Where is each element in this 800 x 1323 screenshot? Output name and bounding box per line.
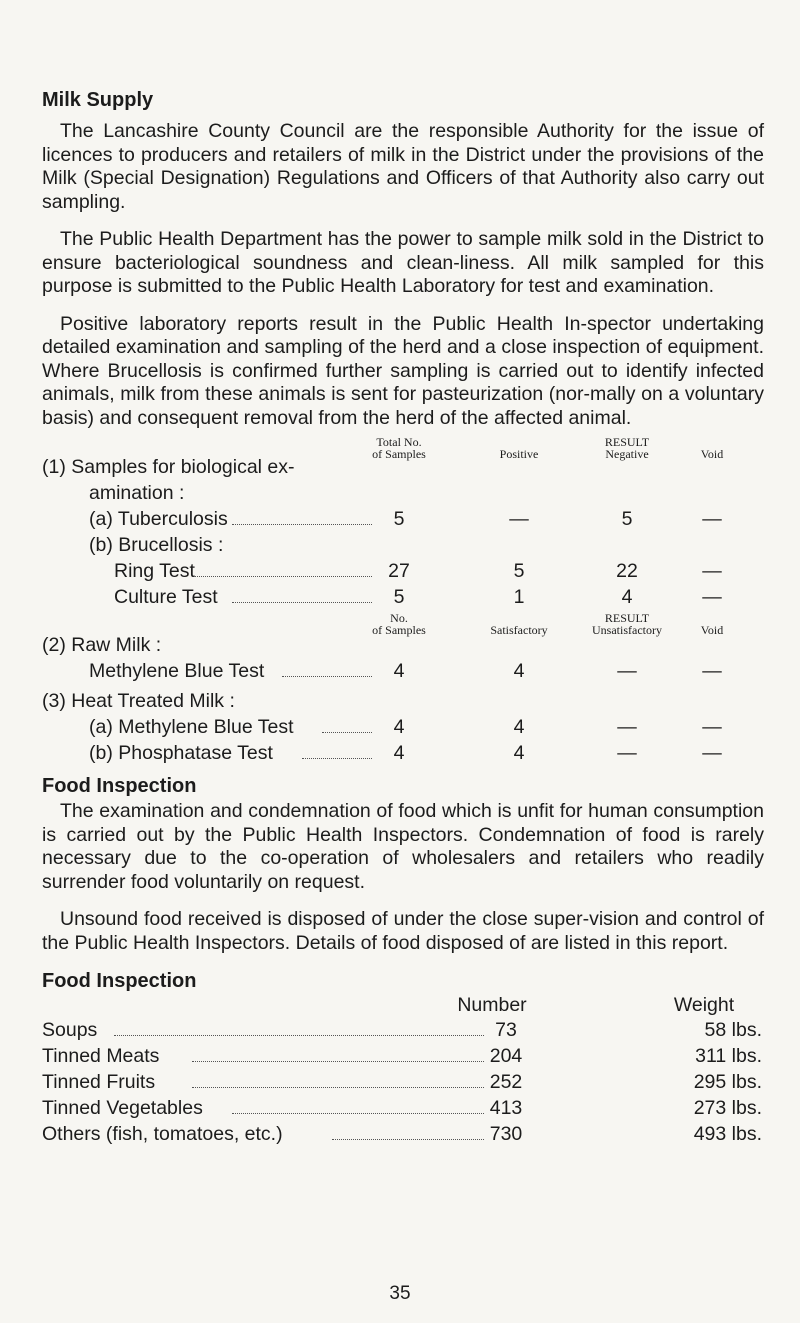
milk-supply-heading: Milk Supply	[42, 89, 154, 111]
header-satisfactory: Satisfactory	[490, 623, 548, 637]
section-3-label: (3) Heat Treated Milk :	[42, 690, 235, 712]
header-negative: Negative	[605, 447, 649, 461]
table-row: Culture Test 5 1 4 —	[114, 586, 722, 608]
milk-paragraph-2: The Public Health Department has the power to sample milk sold in the District to ensure bacteriological soundness and clean-liness. All milk sampled for this purpose is submitted to the Public Health Laboratory for test and examination.	[42, 228, 764, 297]
table-row: (b) Brucellosis :	[89, 534, 224, 556]
header-result: RESULT	[604, 435, 650, 449]
table-row: (a) Methylene Blue Test 4 4 — —	[89, 716, 722, 738]
section-1-label-2: amination :	[89, 482, 185, 504]
milk-sampling-table	[42, 436, 764, 766]
food-paragraph-1: The examination and condemnation of food which is unfit for human consumption is carried out by the Public Health Inspectors. Condemnation of food is rarely necessary due to the co-operation of wholesalers and retailers who readily surrender food voluntarily on request.	[42, 800, 764, 893]
header-number: Number	[457, 994, 527, 1016]
header-total-2: of Samples	[372, 447, 426, 461]
section-2-label: (2) Raw Milk :	[42, 634, 162, 656]
food-table-header	[42, 993, 764, 1017]
table-row: Ring Test 27 5 22 —	[114, 560, 722, 582]
table-row: Methylene Blue Test 4 4 — —	[89, 660, 722, 682]
table-row: Tinned Vegetables 413 273 lbs.	[42, 1097, 762, 1119]
food-inspection-table	[42, 993, 764, 1147]
header-void-2: Void	[700, 623, 724, 637]
header-total: Total No.	[376, 435, 422, 449]
table-row: (a) Tuberculosis 5 — 5 —	[89, 508, 722, 530]
table-row: Soups 73 58 lbs.	[42, 1019, 762, 1041]
milk-paragraph-3: Positive laboratory reports result in the Public Health In-spector undertaking detailed examination and sampling of the herd and a close inspection of equipment. Where Brucellosis is confirmed further sampling is carried out to identify infected animals, milk from these animals is sent for pasteurization (nor-mally on a voluntary basis) and consequent removal from the herd of the affected animal.	[42, 312, 764, 429]
header-void: Void	[700, 447, 724, 461]
header-unsatisfactory: Unsatisfactory	[592, 623, 662, 637]
header-no: No.	[390, 611, 408, 625]
header-result-2: RESULT	[604, 611, 650, 625]
food-paragraph-2: Unsound food received is disposed of under the close super-vision and control of the Public Health Inspectors. Details of food disposed of are listed in this report.	[42, 908, 764, 954]
report-page	[42, 88, 764, 1147]
food-table-heading: Food Inspection	[42, 970, 197, 992]
header-no-2: of Samples	[372, 623, 426, 637]
header-weight: Weight	[673, 994, 735, 1016]
section-1-label: (1) Samples for biological ex-	[42, 456, 295, 478]
header-positive: Positive	[499, 447, 539, 461]
table-row: (b) Phosphatase Test 4 4 — —	[89, 742, 722, 764]
milk-paragraph-1: The Lancashire County Council are the responsible Authority for the issue of licences to producers and retailers of milk in the District under the provisions of the Milk (Special Designation) Regulations and Officers of that Authority also carry out sampling.	[42, 120, 764, 213]
page-number: 35	[389, 1283, 411, 1304]
food-inspection-heading: Food Inspection	[42, 775, 197, 797]
table-row: Tinned Meats 204 311 lbs.	[42, 1045, 762, 1067]
table-row: Others (fish, tomatoes, etc.) 730 493 lbs.	[42, 1123, 762, 1145]
table-row: Tinned Fruits 252 295 lbs.	[42, 1071, 762, 1093]
